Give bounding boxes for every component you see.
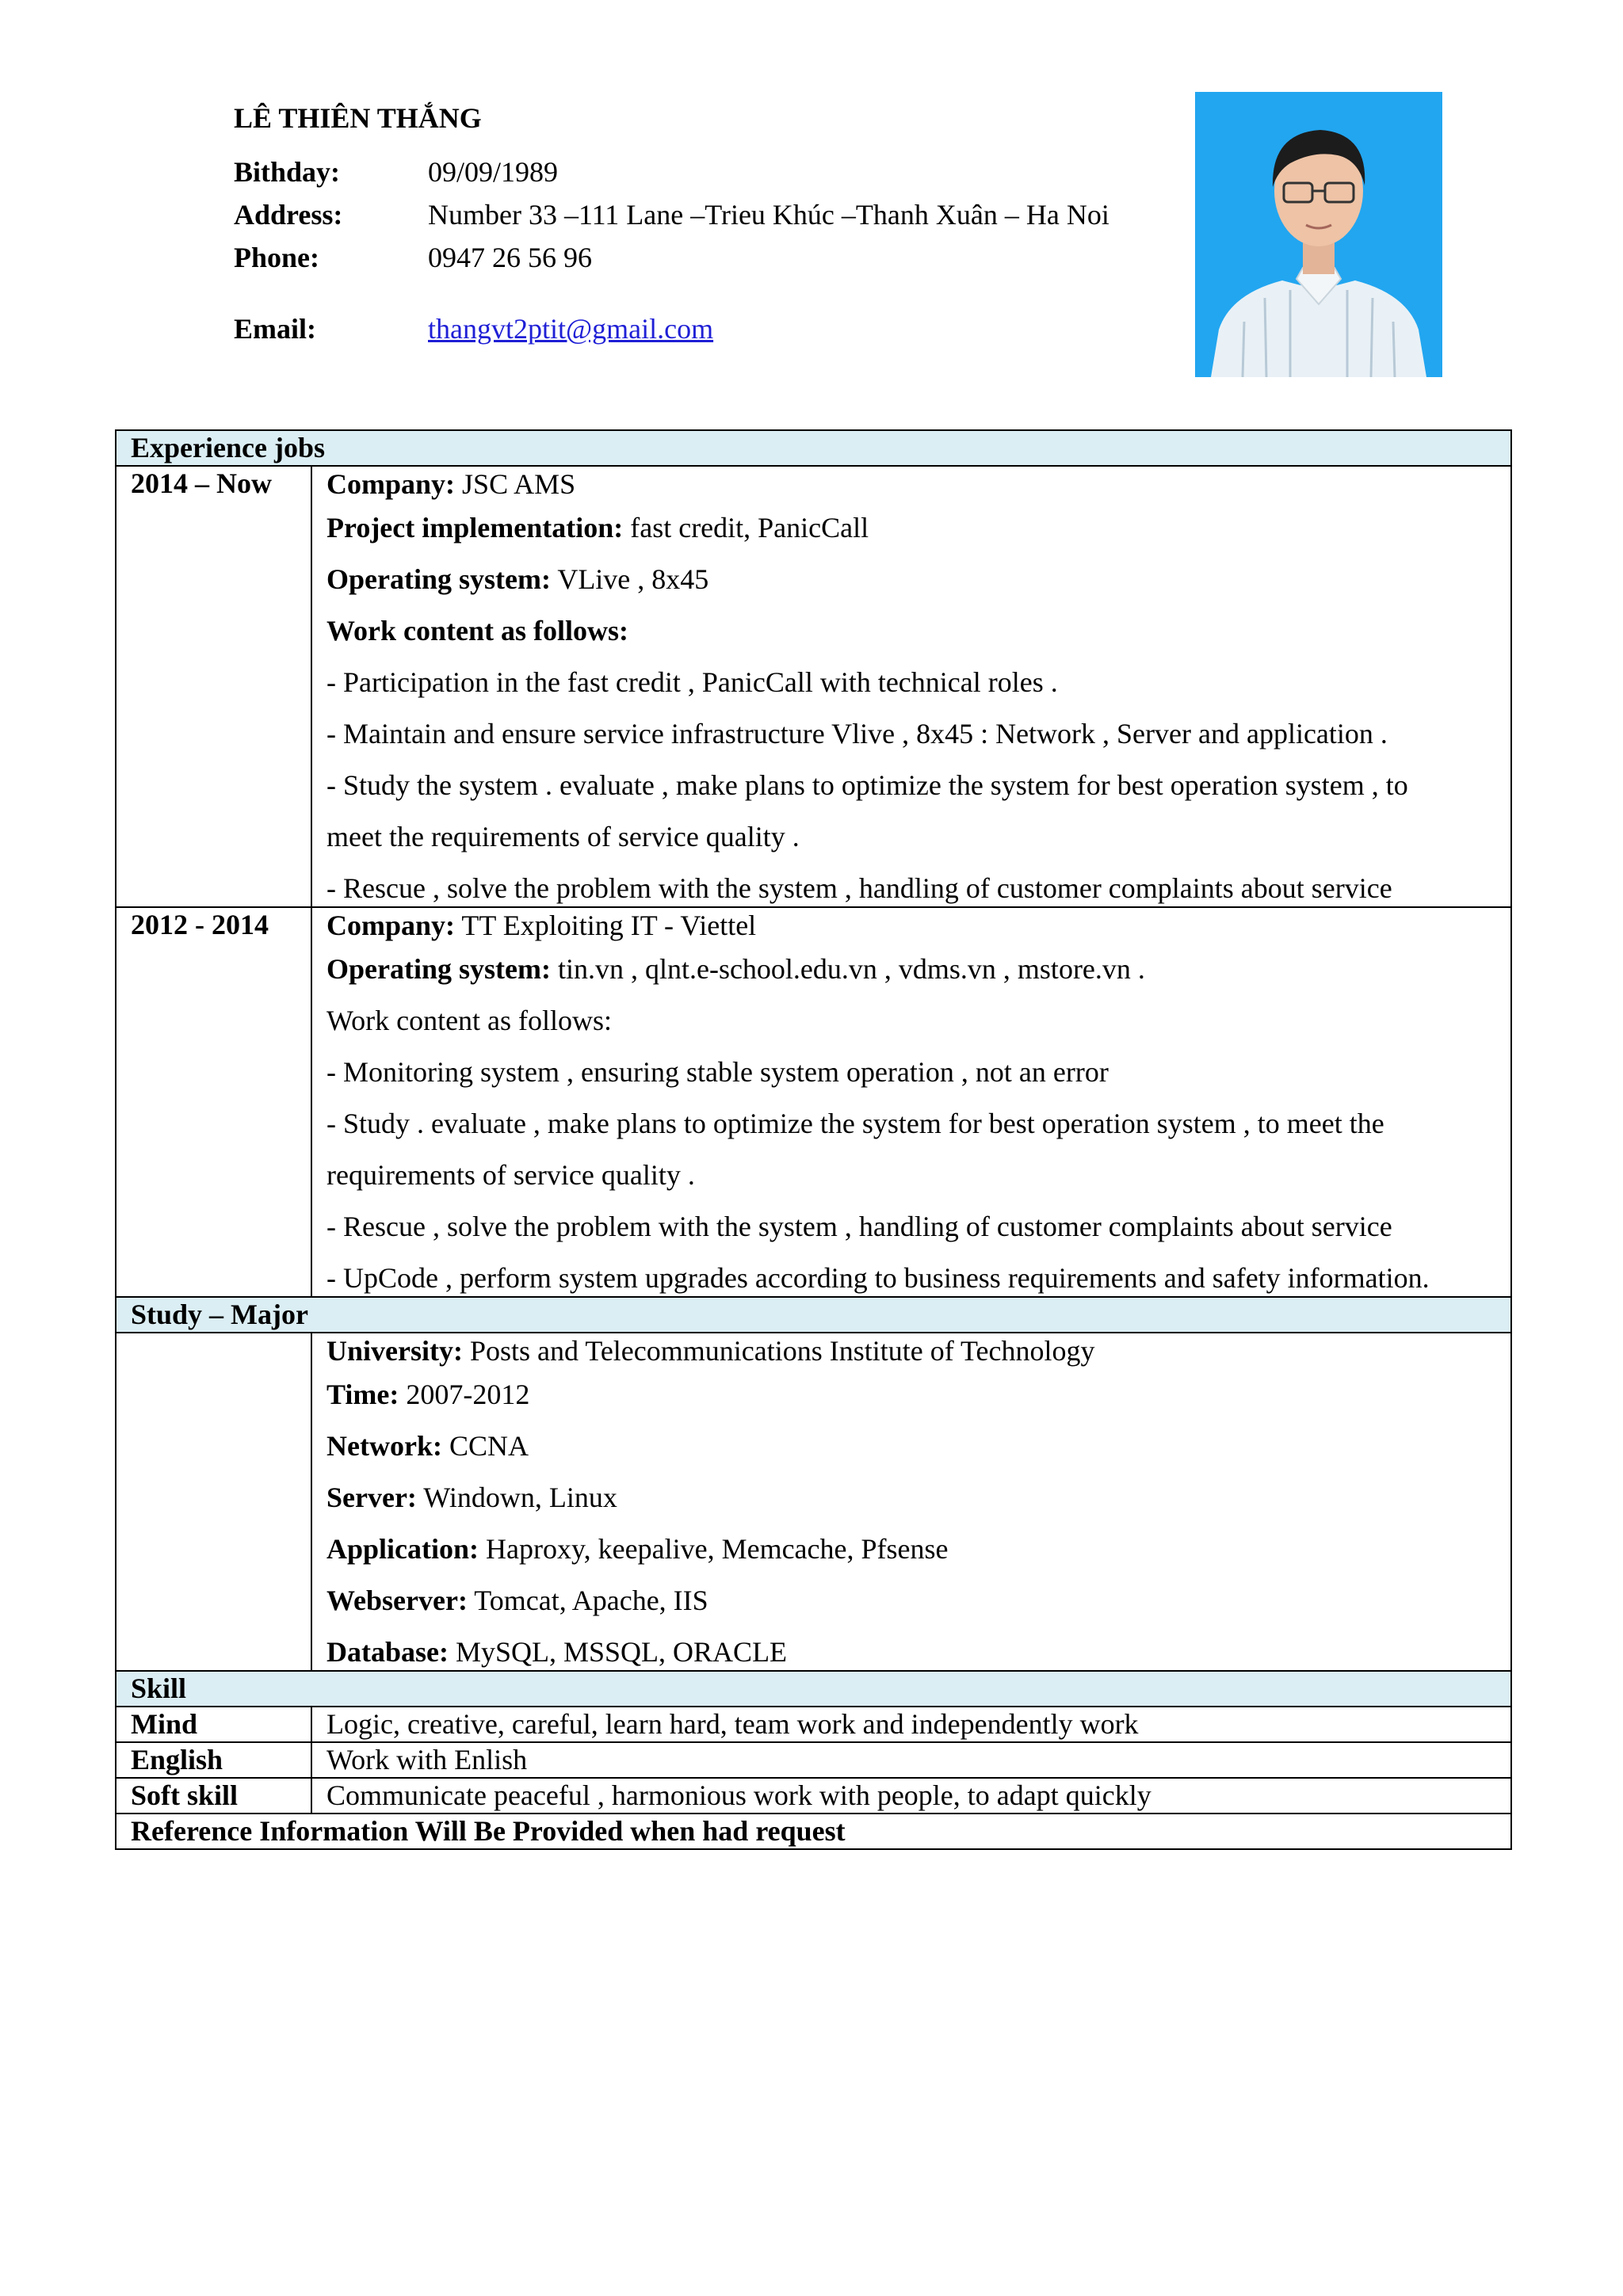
skill-label: Mind [116,1707,311,1742]
skill-label: Soft skill [116,1778,311,1814]
phone-value: 0947 26 56 96 [428,242,592,273]
project-label: Project implementation: [327,512,624,543]
work-line: - Participation in the fast credit , PanicCall with technical roles . [327,666,1058,698]
webserver-label: Webserver: [327,1585,468,1616]
server-label: Server: [327,1482,417,1513]
work-line: - Rescue , solve the problem with the system , handling of customer complaints about service [327,872,1392,904]
reference-note: Reference Information Will Be Provided when had request [116,1814,1511,1849]
person-name: LÊ THIÊN THẮNG [234,102,482,134]
job-period: 2014 – Now [116,466,311,907]
study-row [116,1333,1511,1671]
study-heading: Study – Major [116,1297,1511,1333]
birthday-row [234,151,1185,193]
application-value: Haproxy, keepalive, Memcache, Pfsense [479,1533,949,1565]
skill-label: English [116,1742,311,1778]
job-details [311,466,1511,907]
network-value: CCNA [441,1430,529,1462]
study-period [116,1333,311,1671]
profile-photo [1195,92,1442,377]
project-value: fast credit, PanicCall [623,512,869,543]
server-value: Windown, Linux [416,1482,617,1513]
cv-table [115,429,1512,1850]
skill-heading: Skill [116,1671,1511,1707]
work-line: meet the requirements of service quality . [327,821,800,852]
work-line: requirements of service quality . [327,1159,695,1191]
email-label: Email: [234,313,316,345]
database-value: MySQL, MSSQL, ORACLE [448,1636,788,1668]
phone-label: Phone: [234,242,319,273]
skill-row [116,1742,1511,1778]
email-row [234,307,1185,350]
work-line: - Rescue , solve the problem with the system , handling of customer complaints about service [327,1211,1392,1242]
skill-value: Logic, creative, careful, learn hard, team work and independently work [311,1707,1511,1742]
address-value: Number 33 –111 Lane –Trieu Khúc –Thanh Xuân – Ha Noi [428,199,1109,231]
birthday-value: 09/09/1989 [428,156,559,188]
portrait-image [1195,92,1442,377]
university-label: University: [327,1335,463,1367]
job-details [311,907,1511,1297]
os-label: Operating system: [327,953,551,985]
work-line: - Study the system . evaluate , make plans to optimize the system for best operation system , to [327,769,1408,801]
experience-heading: Experience jobs [116,430,1511,466]
company-value: TT Exploiting IT - Viettel [455,910,757,941]
work-line: - Monitoring system , ensuring stable system operation , not an error [327,1056,1109,1088]
os-value: VLive , 8x45 [550,563,709,595]
profile-header [234,101,1185,350]
skill-row [116,1707,1511,1742]
os-label: Operating system: [327,563,551,595]
birthday-label: Bithday: [234,156,341,188]
study-details [311,1333,1511,1671]
application-label: Application: [327,1533,479,1565]
work-line: - Maintain and ensure service infrastructure Vlive , 8x45 : Network , Server and application . [327,718,1388,749]
address-label: Address: [234,199,343,231]
university-value: Posts and Telecommunications Institute of Technology [462,1335,1095,1367]
skill-value: Communicate peaceful , harmonious work with people, to adapt quickly [311,1778,1511,1814]
work-content-label: Work content as follows: [327,615,628,646]
email-link[interactable]: thangvt2ptit@gmail.com [428,313,714,345]
company-label: Company: [327,468,456,500]
webserver-value: Tomcat, Apache, IIS [467,1585,708,1616]
work-content-label: Work content as follows: [327,1005,613,1036]
time-value: 2007-2012 [399,1379,530,1410]
company-label: Company: [327,910,456,941]
job-period: 2012 - 2014 [116,907,311,1297]
database-label: Database: [327,1636,449,1668]
network-label: Network: [327,1430,442,1462]
job-row [116,907,1511,1297]
os-value: tin.vn , qlnt.e-school.edu.vn , vdms.vn , mstore.vn . [550,953,1145,985]
time-label: Time: [327,1379,399,1410]
skill-row [116,1778,1511,1814]
company-value: JSC AMS [455,468,576,500]
phone-row [234,236,1185,279]
skill-value: Work with Enlish [311,1742,1511,1778]
job-row [116,466,1511,907]
work-line: - Study . evaluate , make plans to optimize the system for best operation system , to meet the [327,1108,1384,1139]
work-line: - UpCode , perform system upgrades according to business requirements and safety information. [327,1262,1430,1294]
address-row [234,193,1185,236]
